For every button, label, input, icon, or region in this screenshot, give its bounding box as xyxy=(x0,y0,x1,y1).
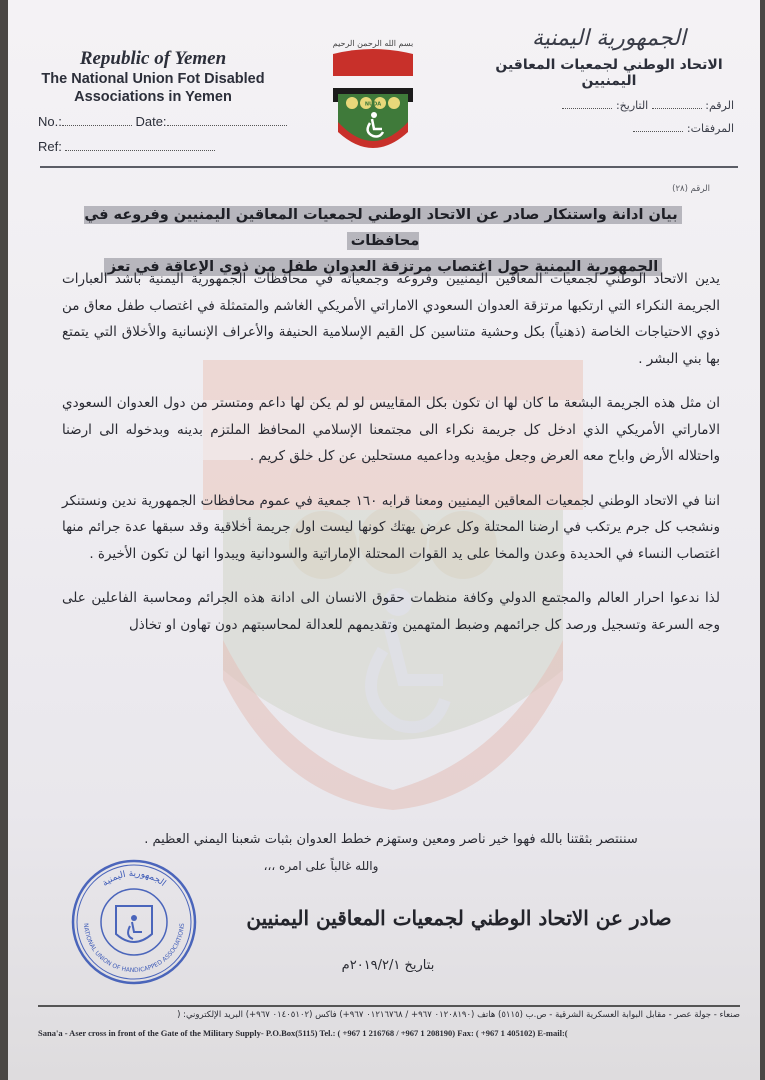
letter-page xyxy=(8,0,760,1080)
stamp-top-text: الجمهورية اليمنية xyxy=(100,868,168,889)
paragraph: اننا في الاتحاد الوطني لجمعيات المعاقين اليمنيين ومعنا قرابه ١٦٠ جمعية في عموم محافظات الجمهورية ندين ونستنكر ونشجب كل جرم يرتكب في ارضنا المحتلة وكل عرض يهتك كونها ليست اول جريمة أخلاقية وقد سبقها عدة جرائم منها اغتصاب النساء في الحديدة وعدن والمخا على يد القوات المحتلة الإماراتية والسودانية ويبدوا انها لن تكون الأخيرة . xyxy=(62,492,720,562)
republic-title-ar: الجمهورية اليمنية xyxy=(531,26,687,51)
ref-blank xyxy=(65,140,215,151)
svg-text:الجمهورية اليمنية xyxy=(101,869,168,889)
ref-label: Ref: xyxy=(38,139,62,154)
basmala-text: بسم الله الرحمن الرحيم xyxy=(332,39,414,48)
ar-date-label: التاريخ: xyxy=(615,99,649,112)
reference-number: الرقم (٢٨) xyxy=(672,184,710,194)
stamp-bottom-text: NATIONAL UNION OF HANDICAPPED ASSOCIATIONS xyxy=(81,922,187,975)
org-name-ar: الاتحاد الوطني لجمعيات المعاقين اليمنيين xyxy=(495,57,723,89)
date-label: Date: xyxy=(135,114,167,129)
no-date-field xyxy=(38,114,268,129)
statement-body xyxy=(62,266,720,656)
issuer-signature-line: صادر عن الاتحاد الوطني لجمعيات المعاقين اليمنيين xyxy=(246,906,672,930)
closing-line-2: والله غالباً على امره ،،، xyxy=(263,859,379,873)
title-line-1: بيان ادانة واستنكار صادر عن الاتحاد الوطني لجمعيات المعاقين اليمنيين وفروعه في محافظات xyxy=(58,202,708,254)
logo-text: NUDA xyxy=(364,101,382,108)
ref-field xyxy=(38,139,268,154)
paragraph: يدين الاتحاد الوطني لجمعيات المعاقين اليمنيين وفروعه وجمعياته في محافظات الجمهورية اليمنية باشد العبارات الجريمة النكراء التي ارتكبها مرتزقة العدوان السعودي الاماراتي الأمريكي الغاشم والمتمثلة في اغتصاب طفل معاق من ذوي الاحتياجات الخاصة (ذهنياً) بكل وحشية متناسين كل القيم الإسلامية الحنيفة والأعراف الإنسانية والأخلاق التي يتمتع بها بني البشر . xyxy=(62,271,720,367)
title-line-2: الجمهورية اليمنية حول اغتصاب مرتزقة العدوان طفل من ذوي الإعاقة في تعز xyxy=(58,254,708,280)
ar-number-field xyxy=(484,99,734,112)
footer-divider xyxy=(38,1005,740,1007)
header-divider xyxy=(40,166,738,168)
no-blank xyxy=(62,115,132,126)
date-blank xyxy=(167,115,287,126)
paragraph: لذا ندعوا احرار العالم والمجتمع الدولي وكافة منظمات حقوق الانسان الى ادانة هذه الجرائم ومحاسبة الفاعلين على وجه السرعة وتسجيل ورصد كل جرائمهم وضبط المتهمين وتقديمهم للعدالة لمحاسبتهم دون تهاون او تخاذل xyxy=(62,590,720,633)
header-english xyxy=(38,48,268,154)
document-date: بتاريخ ٢٠١٩/٢/١م xyxy=(341,958,435,973)
republic-title-en: Republic of Yemen xyxy=(79,48,227,69)
closing-line-1: سننتصر بثقتنا بالله فهوا خير ناصر ومعين وستهزم خطط العدوان بثبات شعبنا اليمني العظيم . xyxy=(144,832,638,847)
no-label: No.: xyxy=(38,114,62,129)
org-name-en-line1: The National Union Fot Disabled xyxy=(41,71,265,87)
footer-address-ar: صنعاء - جولة عصر - مقابل البوابة العسكرية الشرقية - ص.ب (٥١١٥) هاتف (٠١٢٠٨١٩٠ ٩٦٧+ / ٠١٢١٦٧٦٨ ٩٦٧+) فاكس (٠١٤٠٥١٠٢ ٩٦٧+) البريد الإلكتروني: ( xyxy=(177,1010,740,1020)
paragraph: ان مثل هذه الجريمة البشعة ما كان لها ان تكون بكل المقاييس لو لم يكن لها داعم ومتستر من دول العدوان السعودي الاماراتي الأمريكي الذي ادخل كل جريمة نكراء الى مجتمعنا الإسلامي المحافظ الملتزم بدينه وبدخوله الى ارضنا واحتلاله الأرض واباح معه العرض وجعل مؤيديه وداعميه مستحلين عن كل خلق كريم . xyxy=(62,395,720,464)
ar-number-label: الرقم: xyxy=(705,99,734,112)
footer-address-en: Sana'a - Aser cross in front of the Gate of the Military Supply- P.O.Box(5115) Tel.: ( +967 1 216768 / +967 1 208190) Fax: ( +967 1 405102) E-mail:( xyxy=(38,1028,568,1038)
ar-attachments-label: المرفقات: xyxy=(686,122,734,135)
union-logo-icon xyxy=(328,32,418,157)
org-name-en-line2: Associations in Yemen xyxy=(74,89,232,105)
ar-attachments-field xyxy=(484,122,734,135)
header-arabic xyxy=(484,26,734,135)
official-stamp-icon xyxy=(70,858,198,986)
